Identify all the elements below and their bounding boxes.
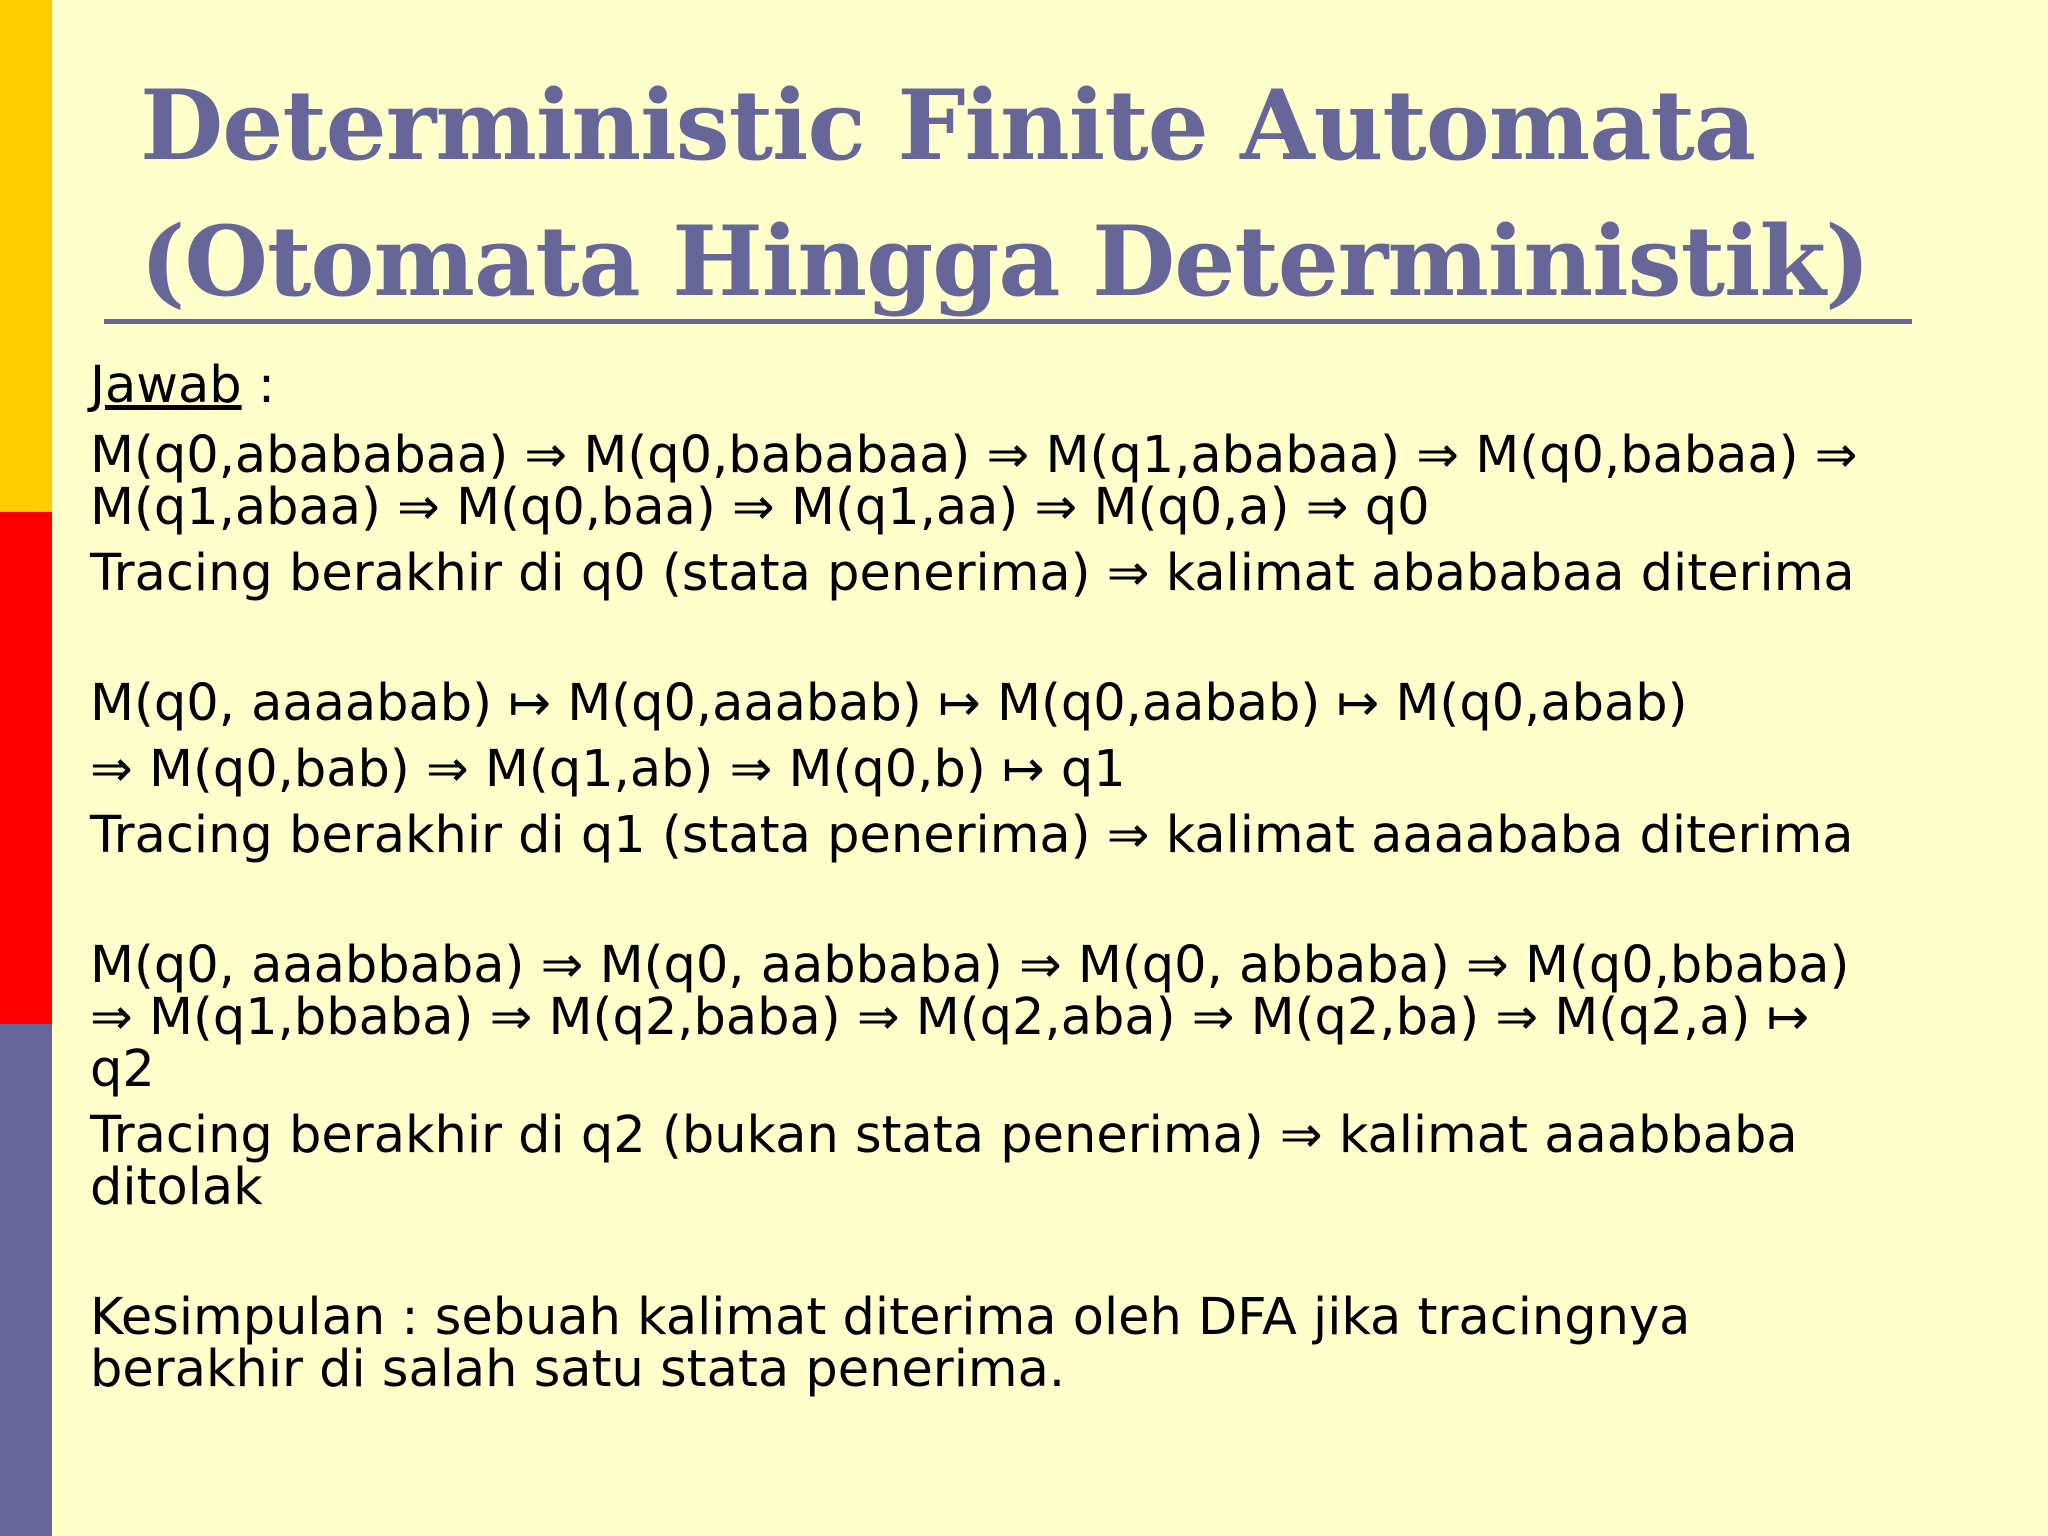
- side-bar-blue-segment: [0, 1024, 52, 1536]
- trace-3-step-line-2: ⇒ M(q1,bbaba) ⇒ M(q2,baba) ⇒ M(q2,aba) ⇒ M(q2,ba) ⇒ M(q2,a) ↦: [90, 988, 1810, 1047]
- trace-1-step-line-1: M(q0,abababaa) ⇒ M(q0,bababaa) ⇒ M(q1,ababaa) ⇒ M(q0,babaa) ⇒: [90, 426, 1858, 485]
- title-line-1: Deterministic Finite Automata: [140, 69, 1756, 182]
- title-line-2: (Otomata Hingga Deterministik): [140, 205, 1870, 318]
- trace-3-step-line-3: q2: [90, 1040, 155, 1099]
- conclusion-line-1: Kesimpulan : sebuah kalimat diterima oleh DFA jika tracingnya: [90, 1288, 1691, 1347]
- trace-2-step-line-2: ⇒ M(q0,bab) ⇒ M(q1,ab) ⇒ M(q0,b) ↦ q1: [90, 740, 1126, 799]
- side-bar-yellow-segment: [0, 0, 52, 512]
- answer-heading: [90, 356, 2020, 422]
- conclusion-line-2: berakhir di salah satu stata penerima.: [90, 1340, 1066, 1399]
- trace-1-step-line-2: M(q1,abaa) ⇒ M(q0,baa) ⇒ M(q1,aa) ⇒ M(q0,a) ⇒ q0: [90, 478, 1430, 537]
- trace-3-step-line-1: M(q0, aaabbaba) ⇒ M(q0, aabbaba) ⇒ M(q0, abbaba) ⇒ M(q0,bbaba): [90, 936, 1850, 995]
- slide-title: [140, 58, 2000, 330]
- side-bar-red-segment: [0, 512, 52, 1024]
- side-color-bar: [0, 0, 52, 1536]
- title-underline-rule: [104, 319, 1912, 324]
- answer-label: Jawab: [90, 356, 242, 415]
- trace-3-result-line-1: Tracing berakhir di q2 (bukan stata penerima) ⇒ kalimat aaabbaba: [90, 1106, 1798, 1165]
- answer-colon: :: [241, 356, 276, 415]
- trace-3-result-line-2: ditolak: [90, 1158, 263, 1217]
- trace-2-step-line-1: M(q0, aaaabab) ↦ M(q0,aaabab) ↦ M(q0,aabab) ↦ M(q0,abab): [90, 674, 1688, 733]
- trace-1-result: Tracing berakhir di q0 (stata penerima) ⇒ kalimat abababaa diterima: [90, 544, 1855, 603]
- slide-body: [90, 356, 2020, 1399]
- trace-2-result: Tracing berakhir di q1 (stata penerima) ⇒ kalimat aaaababa diterima: [90, 806, 1854, 865]
